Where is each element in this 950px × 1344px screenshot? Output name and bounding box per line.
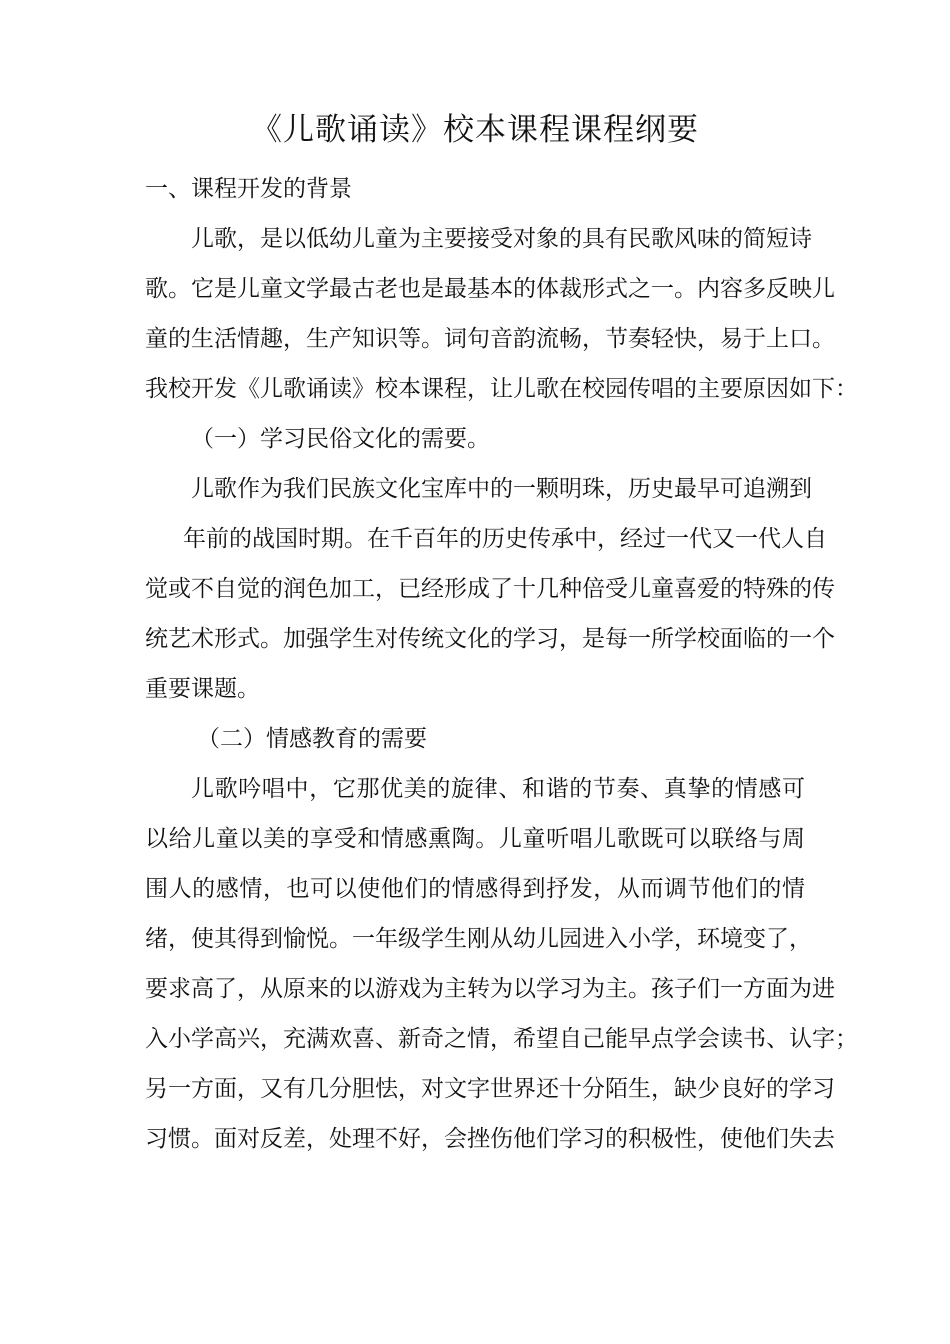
paragraph-line: 围人的感情，也可以使他们的情感得到抒发，从而调节他们的情 <box>145 876 805 902</box>
paragraph-line: 以给儿童以美的享受和情感熏陶。儿童听唱儿歌既可以联络与周 <box>145 826 805 852</box>
paragraph-line: 绪，使其得到愉悦。一年级学生刚从幼儿园进入小学，环境变了， <box>145 926 812 952</box>
paragraph-line: 另一方面，又有几分胆怯，对文字世界还十分陌生，缺少良好的学习 <box>145 1076 835 1102</box>
paragraph-line: 要求高了，从原来的以游戏为主转为以学习为主。孩子们一方面为进 <box>145 976 835 1002</box>
section-heading: 一、课程开发的背景 <box>145 176 352 202</box>
paragraph-line: 歌。它是儿童文学最古老也是最基本的体裁形式之一。内容多反映儿 <box>145 276 835 302</box>
paragraph-line: 统艺术形式。加强学生对传统文化的学习，是每一所学校面临的一个 <box>145 626 835 652</box>
subsection-heading: （二）情感教育的需要 <box>197 726 427 752</box>
paragraph-line: 入小学高兴，充满欢喜、新奇之情，希望自己能早点学会读书、认字； <box>145 1026 858 1052</box>
paragraph-line: 觉或不自觉的润色加工，已经形成了十几种倍受儿童喜爱的特殊的传 <box>145 576 835 602</box>
paragraph-line: 儿歌作为我们民族文化宝库中的一颗明珠，历史最早可追溯到 <box>191 476 812 502</box>
paragraph-line: 儿歌，是以低幼儿童为主要接受对象的具有民歌风味的简短诗 <box>191 226 812 252</box>
paragraph-line: 儿歌吟唱中，它那优美的旋律、和谐的节奏、真挚的情感可 <box>191 776 805 802</box>
paragraph-line: 童的生活情趣，生产知识等。词句音韵流畅，节奏轻快，易于上口。 <box>145 326 835 352</box>
paragraph-line: 习惯。面对反差，处理不好，会挫伤他们学习的积极性，使他们失去 <box>145 1126 835 1152</box>
subsection-heading: （一）学习民俗文化的需要。 <box>191 426 490 452</box>
document-title: 《儿歌诵读》校本课程课程纲要 <box>251 112 699 148</box>
paragraph-line: 年前的战国时期。在千百年的历史传承中，经过一代又一代人自 <box>183 526 827 552</box>
paragraph-line: 我校开发《儿歌诵读》校本课程，让儿歌在校园传唱的主要原因如下： <box>145 376 858 402</box>
paragraph-line: 重要课题。 <box>145 676 260 702</box>
